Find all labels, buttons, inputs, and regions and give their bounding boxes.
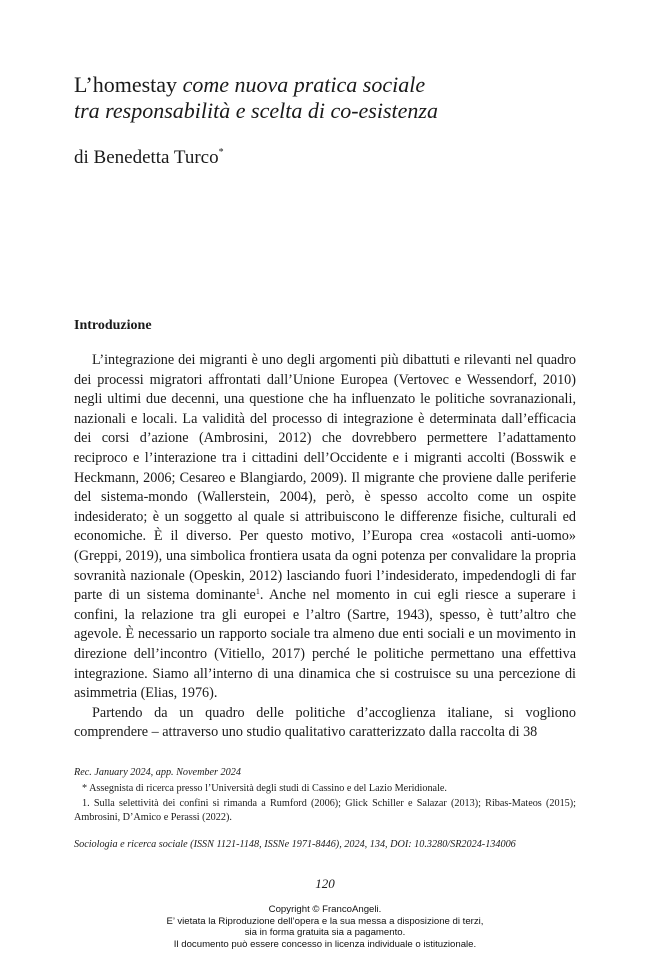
paragraph-1-text-a: L’integrazione dei migranti è uno degli argomenti più dibattuti e rilevanti nel quadro dei processi migratori affrontati dall’Unione Europea (Vertovec e Wessendorf, 2010) negli ultimi due decenni, una questione che ha influenzato le politiche sovranazionali, nazionali e locali. La validità del processo di integrazione è determinata dall’efficacia dei corsi d’azione (Ambrosini, 2012) che dovrebbero permettere l’adattamento reciproco e l’interazione tra i cittadini dell’Occidente e i migranti accolti (Bosswik e Heckmann, 2006; Cesareo e Blangiardo, 2009). Il migrante che proviene dalle periferie del sistema-mondo (Wallerstein, 2004), però, è spesso accolto come un ospite indesiderato; è un soggetto al quale si attribuiscono le differenze fisiche, culturali ed economiche. È il diverso. Per questo motivo, l’Europa crea «ostacoli anti-uomo» (Greppi, 2019), una simbolica frontiera usata da ogni potenza per convalidare la propria sovranità nazionale (Opeskin, 2012) lasciando fuori l’indesiderato, impedendogli di far parte di un sistema dominante	[74, 352, 576, 604]
title-line-1	[74, 72, 584, 98]
section-heading: Introduzione	[74, 318, 152, 333]
journal-citation: Sociologia e ricerca sociale (ISSN 1121-1148, ISSNe 1971-8446), 2024, 134, DOI: 10.3280/SR2024-134006	[74, 839, 516, 850]
body-paragraph-1	[74, 351, 576, 704]
received-dates: Rec. January 2024, app. November 2024	[74, 767, 241, 778]
title-line-2: tra responsabilità e scelta di co-esistenza	[74, 98, 438, 123]
author-affiliation-note: * Assegnista di ricerca presso l’Università degli studi di Cassino e del Lazio Meridionale.	[82, 783, 447, 794]
author-name: di Benedetta Turco	[74, 147, 219, 168]
copyright-line-2: E’ vietata la Riproduzione dell’opera e la sua messa a disposizione di terzi,	[166, 915, 484, 927]
paragraph-1-text-b: . Anche nel momento in cui egli riesce a superare i confini, la relazione tra gli europei e l’altro (Sartre, 1943), spesso, è tutt’altro che agevole. È necessario un rapporto sociale tra almeno due enti sociali e un movimento in direzione dell’incontro (Vitiello, 2017) perché le politiche permettano una effettiva integrazione. Siamo all’interno di una dinamica che si costruisce su una percezione di asimmetria (Elias, 1976).	[74, 587, 576, 702]
body-paragraph-2: Partendo da un quadro delle politiche d’accoglienza italiane, si vogliono comprendere – attraverso uno studio qualitativo caratterizzato dalla raccolta di 38	[74, 704, 576, 741]
page-number: 120	[315, 876, 335, 891]
copyright-notice	[0, 904, 650, 950]
title-italic-part: come nuova pratica sociale	[177, 72, 426, 97]
title-roman-part: L’homestay	[74, 72, 178, 97]
footnote-ref-1: 1	[255, 587, 260, 597]
notes-block	[74, 766, 576, 826]
author-note-marker: *	[218, 147, 224, 158]
author-line	[74, 142, 224, 169]
copyright-line-4: Il documento può essere concesso in licenza individuale o istituzionale.	[173, 938, 477, 950]
footnote-1: 1. Sulla selettività dei confini si rimanda a Rumford (2006); Glick Schiller e Salazar (2013); Ribas-Mateos (2015); Ambrosini, D’Amico e Perassi (2022).	[74, 798, 576, 823]
copyright-line-3: sia in forma gratuita sia a pagamento.	[244, 927, 406, 939]
body-text	[74, 351, 576, 743]
copyright-line-1: Copyright © FrancoAngeli.	[268, 904, 382, 915]
article-title	[74, 72, 584, 124]
